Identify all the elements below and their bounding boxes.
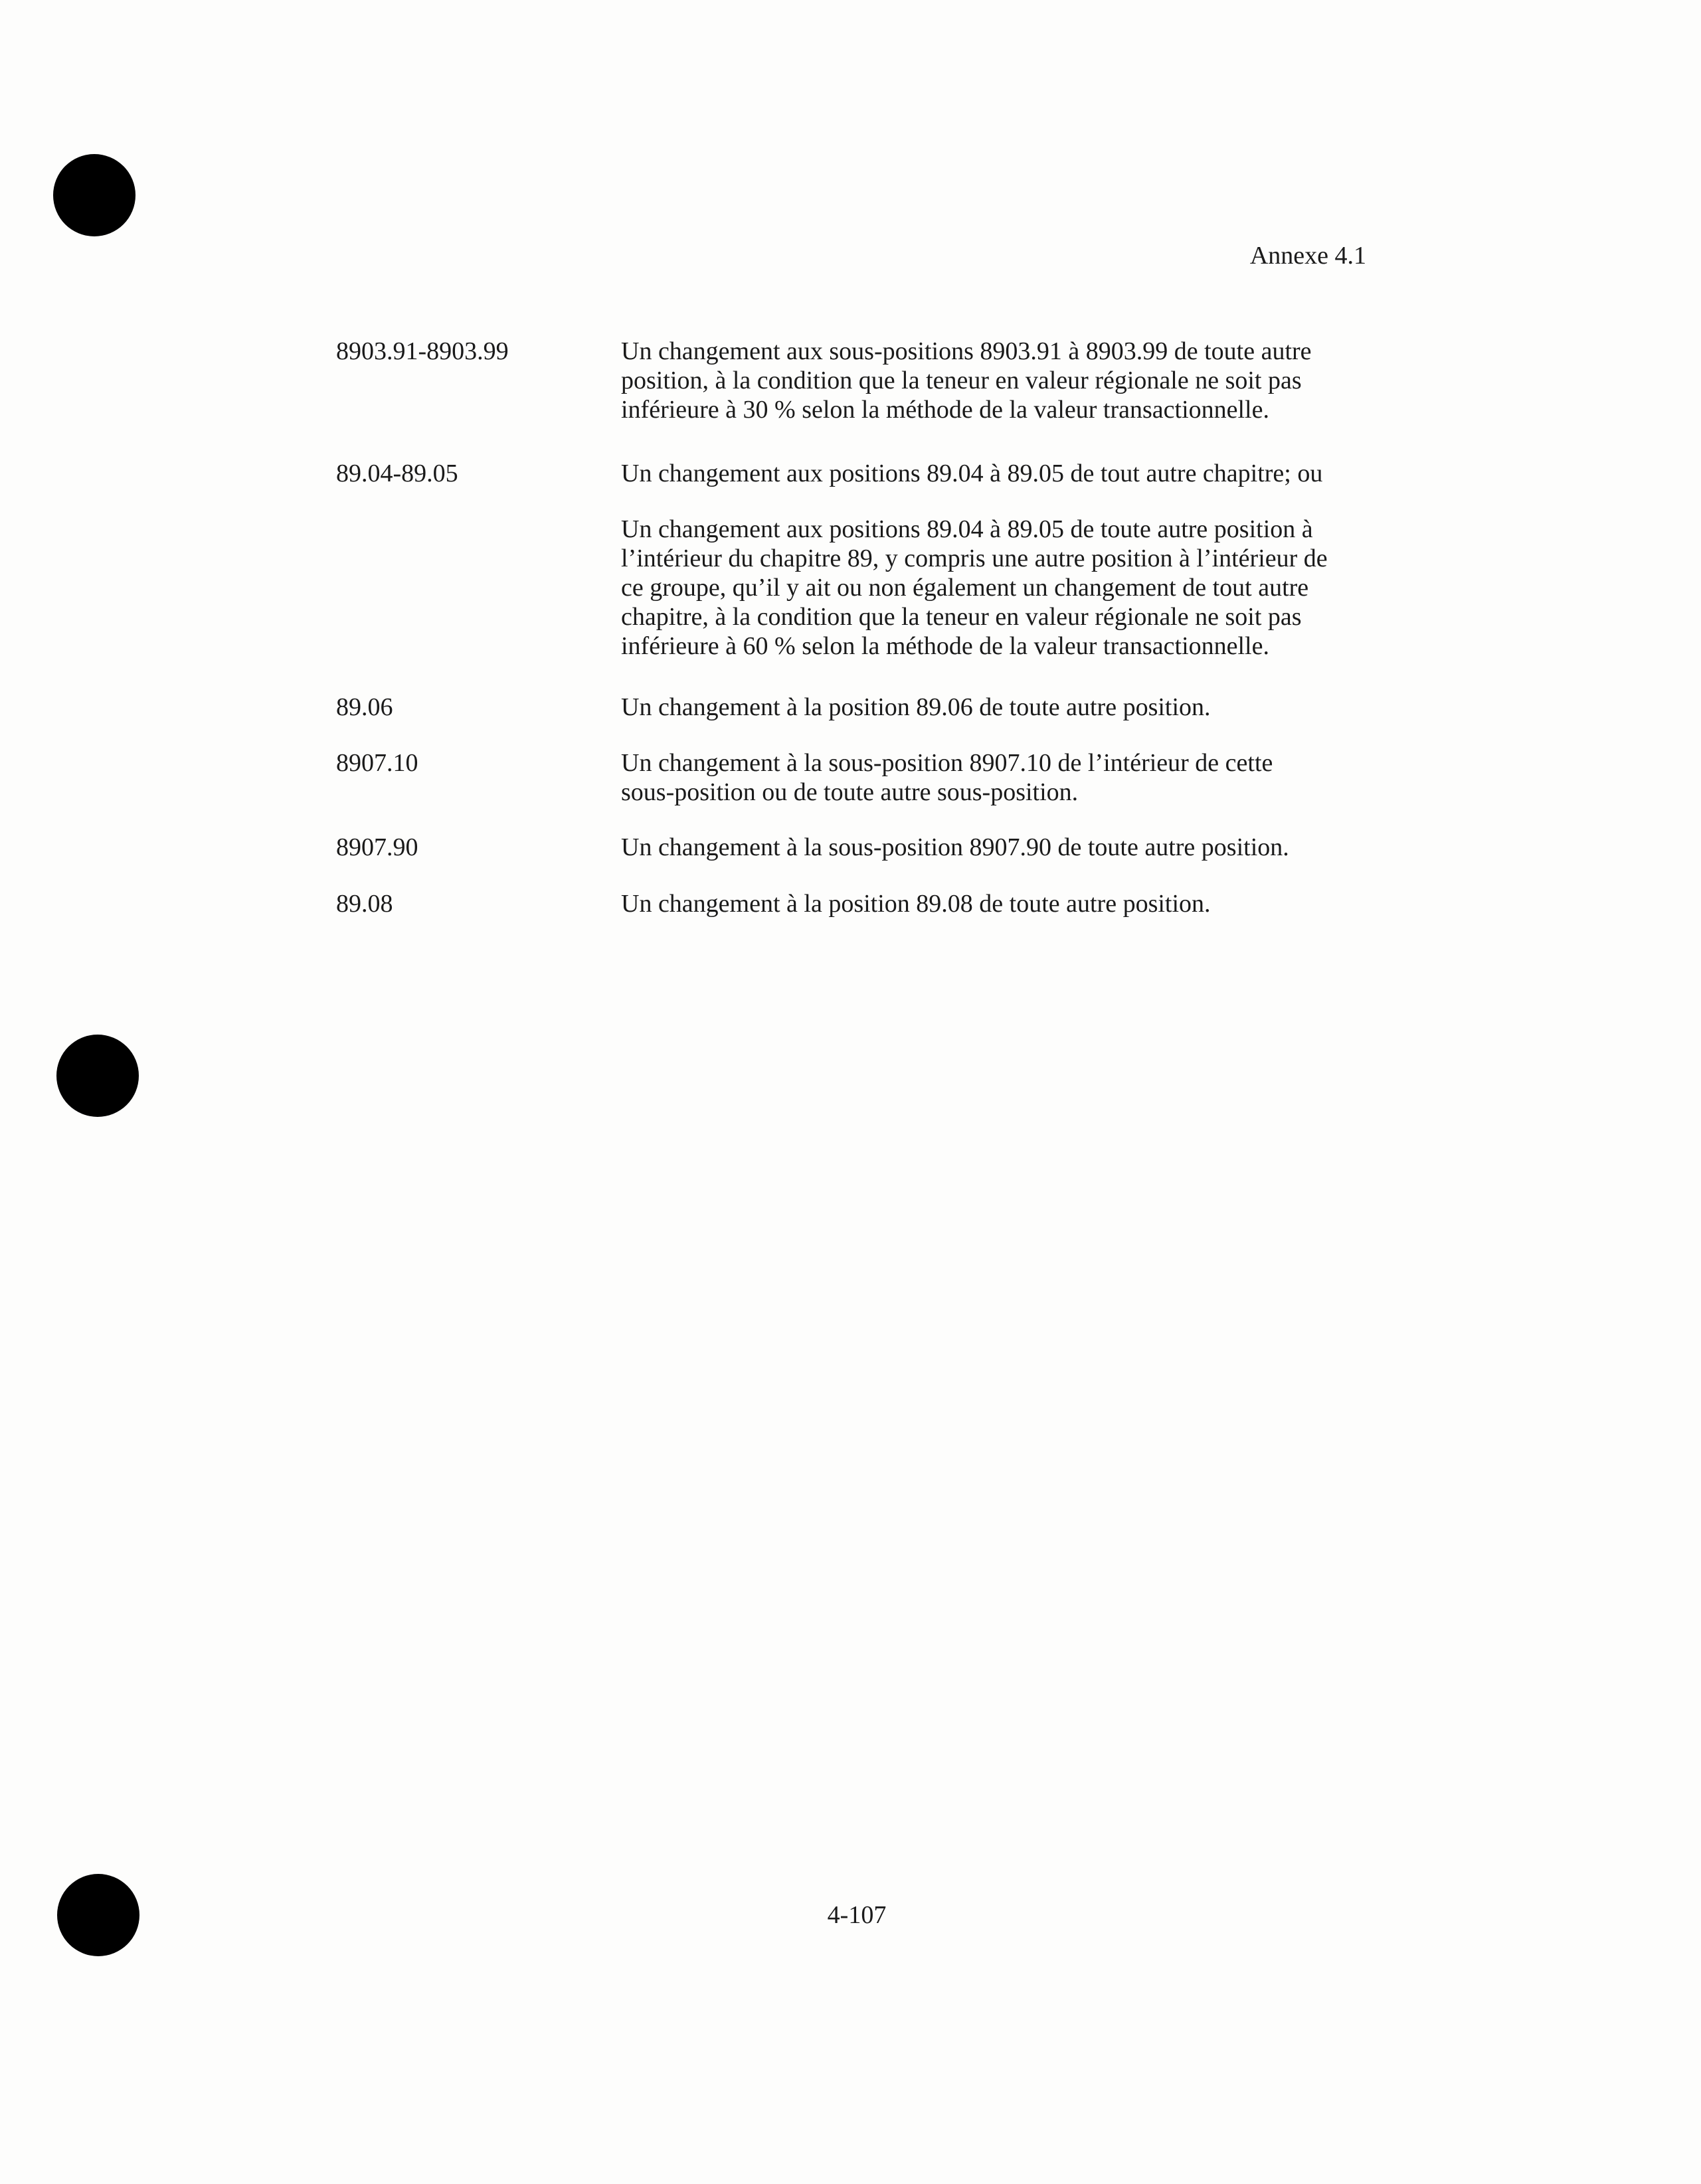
rule-line: Un changement à la position 89.06 de toute autre position. [621,693,1211,721]
rule-text [621,459,1378,488]
page-number: 4-107 [827,1901,887,1929]
rule-line: inférieure à 30 % selon la méthode de la valeur transactionnelle. [621,396,1269,424]
rule-line: Un changement aux sous-positions 8903.91 à 8903.99 de toute autre [621,337,1312,365]
rule-line: Un changement aux positions 89.04 à 89.05 de tout autre chapitre; ou [621,460,1323,487]
rule-line: Un changement à la sous-position 8907.90 de toute autre position. [621,833,1289,861]
rule-line: position, à la condition que la teneur en valeur régionale ne soit pas [621,367,1302,394]
rule-text [621,337,1378,424]
tariff-code: 89.06 [336,693,393,721]
tariff-code: 8903.91-8903.99 [336,337,509,365]
rule-line: Un changement à la position 89.08 de toute autre position. [621,890,1211,918]
rule-text [621,748,1378,807]
rule-text [621,693,1378,722]
annex-header: Annexe 4.1 [1249,242,1366,270]
rule-text [621,889,1378,918]
tariff-code: 89.04-89.05 [336,460,458,487]
rule-text [621,833,1378,862]
rule-line: sous-position ou de toute autre sous-position. [621,778,1079,806]
tariff-code: 8907.10 [336,749,418,777]
rule-line: l’intérieur du chapitre 89, y compris une autre position à l’intérieur de [621,545,1328,572]
tariff-code: 8907.90 [336,833,418,861]
rule-text [621,515,1378,661]
rule-line: chapitre, à la condition que la teneur en valeur régionale ne soit pas [621,603,1302,631]
rule-line: Un changement aux positions 89.04 à 89.05 de toute autre position à [621,515,1313,543]
rule-line: Un changement à la sous-position 8907.10 de l’intérieur de cette [621,749,1273,777]
tariff-code: 89.08 [336,890,393,918]
rule-line: inférieure à 60 % selon la méthode de la valeur transactionnelle. [621,632,1269,660]
punch-hole [56,1035,139,1117]
punch-hole [57,1874,139,1956]
rule-line: ce groupe, qu’il y ait ou non également un changement de tout autre [621,574,1309,602]
punch-hole [53,154,135,236]
